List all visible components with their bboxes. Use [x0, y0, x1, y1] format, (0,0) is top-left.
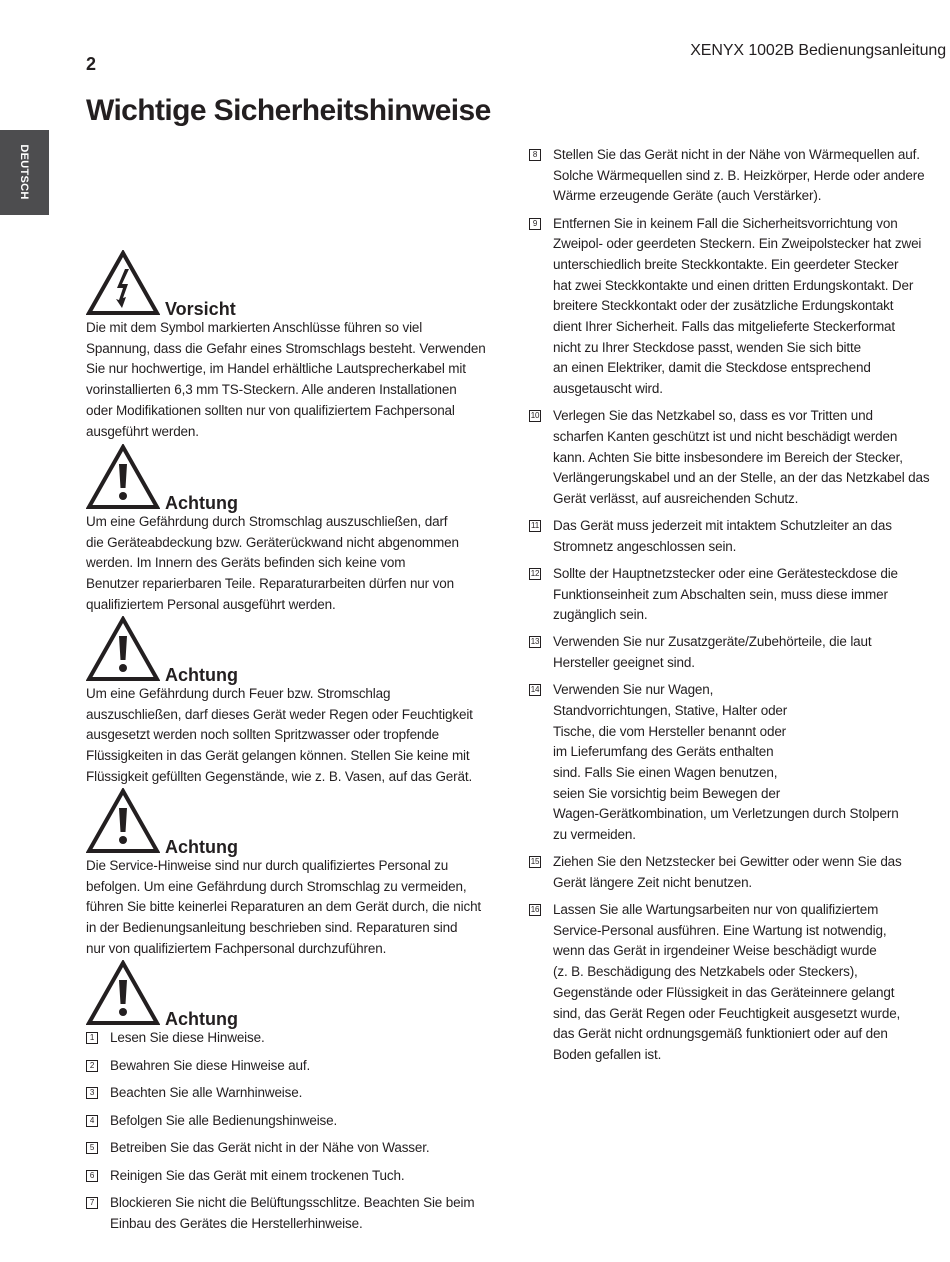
item-number: 13 [530, 637, 540, 647]
text-line: wenn das Gerät in irgendeiner Weise beschädigt wurde [553, 943, 877, 959]
page-title: Wichtige Sicherheitshinweise [86, 94, 491, 127]
list-item [529, 564, 949, 626]
document-title: XENYX 1002B Bedienungsanleitung [690, 42, 946, 59]
exclamation-warning-icon [86, 444, 160, 510]
item-number: 16 [530, 905, 540, 915]
text-line: ausgetauscht wird. [553, 381, 663, 397]
text-line: hat zwei Steckkontakte und einen dritten Erdungskontakt. Der [553, 277, 914, 293]
text-line: Um eine Gefährdung durch Stromschlag auszuschließen, darf [86, 514, 448, 529]
text-line: Spannung, dass die Gefahr eines Stromschlags besteht. Verwenden [86, 340, 486, 356]
text-line: Gerät längere Zeit nicht benutzen. [553, 874, 753, 890]
text-line: Blockieren Sie nicht die Belüftungsschlitze. Beachten Sie beim [110, 1195, 475, 1210]
text-line: kann. Achten Sie bitte insbesondere im Bereich der Stecker, [553, 449, 903, 465]
text-line: führen Sie bitte keinerlei Reparaturen an dem Gerät durch, die nicht [86, 899, 482, 915]
text-line: im Lieferumfang des Geräts enthalten [553, 744, 774, 760]
text-line: Verwenden Sie nur Zusatzgeräte/Zubehörteile, die laut [553, 634, 872, 650]
warning-achtung [86, 612, 512, 784]
text-line: Entfernen Sie in keinem Fall die Sicherheitsvorrichtung von [553, 215, 898, 231]
warning-title: Achtung [165, 1009, 238, 1029]
warning-title: Achtung [165, 665, 238, 685]
text-line: Stromnetz angeschlossen sein. [553, 538, 737, 554]
text-line: oder Modifikationen sollten nur von qualifiziertem Fachpersonal [86, 402, 455, 418]
text-line: Einbau des Gerätes die Herstellerhinweise. [110, 1215, 363, 1231]
text-line: Lassen Sie alle Wartungsarbeiten nur von qualifiziertem [553, 902, 879, 918]
text-line: das Gerät nicht ordnungsgemäß funktioniert oder auf den [553, 1026, 888, 1042]
list-item [86, 1083, 512, 1104]
text-line: Tische, die vom Hersteller benannt oder [553, 723, 787, 739]
text-line: befolgen. Um eine Gefährdung durch Stromschlag zu vermeiden, [86, 878, 467, 894]
text-line: dient Ihrer Sicherheit. Falls das mitgelieferte Steckerformat [553, 319, 895, 335]
warning-text [86, 318, 512, 442]
list-item [86, 1138, 512, 1159]
text-line: sind. Falls Sie einen Wagen benutzen, [553, 765, 778, 781]
item-number: 6 [86, 1170, 98, 1182]
warning-achtung [86, 784, 512, 956]
warnings-column [86, 246, 512, 1029]
language-tab [0, 130, 49, 215]
text-line: Die mit dem Symbol markierten Anschlüsse führen so viel [86, 320, 423, 335]
warning-vorsicht [86, 246, 512, 440]
text-line: an einen Elektriker, damit die Steckdose entsprechend [553, 360, 871, 376]
list-item [529, 852, 949, 893]
item-number: 15 [530, 857, 540, 867]
list-item [529, 632, 949, 673]
text-line: Sie nur hochwertige, im Handel erhältliche Lautsprecherkabel mit [86, 361, 466, 377]
safety-list-left [86, 1028, 512, 1241]
item-number: 11 [530, 521, 539, 531]
item-number: 1 [86, 1032, 98, 1044]
item-number: 5 [86, 1142, 98, 1154]
text-line: Zweipol- oder geerdeten Steckern. Ein Zweipolstecker hat zwei [553, 236, 922, 252]
lightning-warning-icon [86, 250, 160, 316]
text-line: Stellen Sie das Gerät nicht in der Nähe von Wärmequellen auf. [553, 147, 920, 162]
text-line: Sollte der Hauptnetzstecker oder eine Gerätesteckdose die [553, 565, 898, 581]
warning-title: Achtung [165, 493, 238, 513]
text-line: Verlängerungskabel und an der Stelle, an der das Netzkabel das [553, 470, 930, 486]
item-number: 3 [86, 1087, 98, 1099]
item-number: 8 [529, 149, 541, 161]
exclamation-warning-icon [86, 616, 160, 682]
text-line: Verwenden Sie nur Wagen, [553, 682, 714, 698]
item-number: 2 [86, 1060, 98, 1072]
list-item [86, 1056, 512, 1077]
item-number: 12 [530, 568, 540, 578]
text-line: ausgesetzt werden noch sollten Spritzwasser oder tropfende [86, 727, 440, 743]
warning-text [86, 856, 512, 960]
text-line: unterschiedlich breite Steckkontakte. Ein geerdeter Stecker [553, 256, 899, 272]
language-tab-label: DEUTSCH [18, 144, 30, 200]
list-item [529, 900, 949, 1066]
warning-text [86, 512, 512, 616]
warning-achtung [86, 440, 512, 612]
item-number: 9 [529, 218, 541, 230]
text-line: Reinigen Sie das Gerät mit einem trockenen Tuch. [110, 1167, 405, 1183]
warning-title: Vorsicht [165, 299, 236, 319]
text-line: ausgeführt werden. [86, 423, 199, 439]
text-line: Lesen Sie diese Hinweise. [110, 1030, 265, 1045]
text-line: Flüssigkeiten in das Gerät gelangen können. Stellen Sie keine mit [86, 748, 470, 764]
text-line: sind, das Gerät Regen oder Feuchtigkeit ausgesetzt wurde, [553, 1005, 901, 1021]
list-item [529, 145, 949, 207]
text-line: Wagen-Gerätkombination, um Verletzungen durch Stolpern [553, 806, 899, 822]
item-number: 10 [530, 411, 540, 421]
text-line: vorinstallierten 6,3 mm TS-Steckern. Alle anderen Installationen [86, 382, 457, 398]
text-line: Beachten Sie alle Warnhinweise. [110, 1085, 303, 1100]
text-line: Funktionseinheit zum Abschalten sein, muss diese immer [553, 586, 888, 602]
text-line: Die Service-Hinweise sind nur durch qualifiziertes Personal zu [86, 858, 449, 873]
text-line: die Geräteabdeckung bzw. Geräterückwand nicht abgenommen [86, 534, 459, 550]
list-item [86, 1166, 512, 1187]
item-number: 14 [530, 685, 540, 695]
item-number: 7 [86, 1197, 98, 1209]
text-line: Hersteller geeignet sind. [553, 655, 695, 671]
text-line: breitere Steckkontakt oder der zusätzliche Erdungskontakt [553, 298, 894, 314]
text-line: Das Gerät muss jederzeit mit intaktem Schutzleiter an das [553, 518, 892, 534]
list-item [86, 1193, 512, 1234]
list-item [529, 214, 949, 400]
text-line: auszuschließen, darf dieses Gerät weder Regen oder Feuchtigkeit [86, 706, 473, 722]
text-line: Bewahren Sie diese Hinweise auf. [110, 1057, 311, 1073]
list-item [86, 1028, 512, 1049]
text-line: Boden gefallen ist. [553, 1046, 662, 1062]
text-line: Um eine Gefährdung durch Feuer bzw. Stromschlag [86, 686, 391, 701]
text-line: Befolgen Sie alle Bedienungshinweise. [110, 1112, 338, 1128]
text-line: Verlegen Sie das Netzkabel so, dass es vor Tritten und [553, 408, 873, 424]
text-line: Service-Personal ausführen. Eine Wartung ist notwendig, [553, 922, 887, 938]
text-line: Flüssigkeit gefüllten Gegenstände, wie z. B. Vasen, auf das Gerät. [86, 768, 473, 784]
page-number: 2 [86, 54, 97, 74]
text-line: nur von qualifiziertem Fachpersonal durchzuführen. [86, 940, 387, 956]
warning-title: Achtung [165, 837, 238, 857]
list-item [86, 1111, 512, 1132]
safety-list-right [529, 145, 949, 1072]
item-number: 4 [86, 1115, 98, 1127]
text-line: nicht zu Ihrer Steckdose passt, wenden Sie sich bitte [553, 339, 861, 355]
text-line: werden. Im Innern des Geräts befinden sich keine vom [86, 555, 406, 571]
text-line: Solche Wärmequellen sind z. B. Heizkörper, Herde oder andere [553, 167, 925, 183]
text-line: Gegenstände oder Flüssigkeit in das Geräteinnere gelangt [553, 984, 895, 1000]
text-line: Ziehen Sie den Netzstecker bei Gewitter oder wenn Sie das [553, 854, 902, 870]
text-line: zu vermeiden. [553, 827, 636, 843]
exclamation-warning-icon [86, 788, 160, 854]
text-line: in der Bedienungsanleitung beschrieben sind. Reparaturen sind [86, 920, 458, 936]
text-line: qualifiziertem Personal ausgeführt werden. [86, 596, 336, 612]
text-line: seien Sie vorsichtig beim Bewegen der [553, 785, 781, 801]
warning-text [86, 684, 512, 788]
text-line: Benutzer reparierbaren Teile. Reparaturarbeiten dürfen nur von [86, 576, 454, 592]
text-line: Standvorrichtungen, Stative, Halter oder [553, 702, 788, 718]
text-line: scharfen Kanten geschützt ist und nicht beschädigt werden [553, 428, 898, 444]
text-line: (z. B. Beschädigung des Netzkabels oder Steckers), [553, 964, 858, 980]
list-item [529, 680, 949, 846]
text-line: zugänglich sein. [553, 607, 648, 623]
exclamation-warning-icon [86, 960, 160, 1026]
text-line: Gerät verlässt, auf ausreichenden Schutz. [553, 491, 799, 507]
list-item [529, 516, 949, 557]
text-line: Wärme erzeugende Geräte (auch Verstärker). [553, 188, 822, 204]
list-item [529, 406, 949, 510]
text-line: Betreiben Sie das Gerät nicht in der Nähe von Wasser. [110, 1140, 430, 1155]
